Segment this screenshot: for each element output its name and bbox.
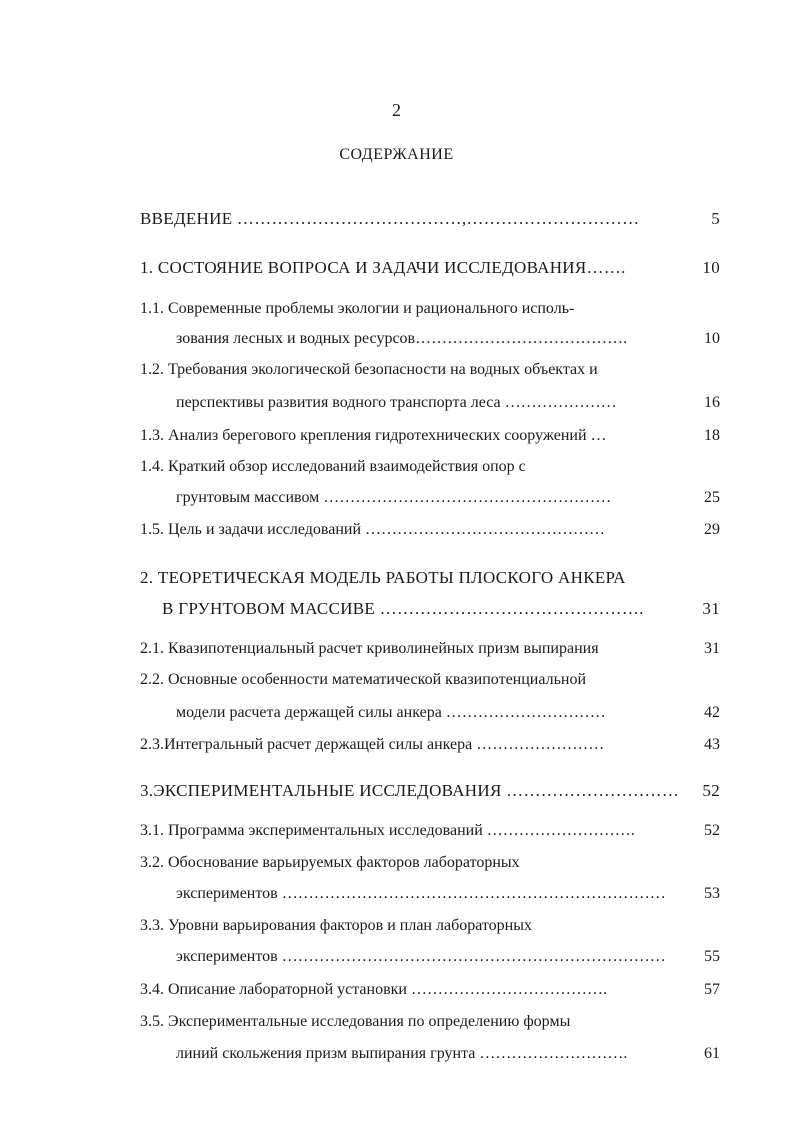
toc-entry-page: 25 bbox=[704, 489, 720, 506]
toc-entry-text: 2.1. Квазипотенциальный расчет криволинейных призм выпирания bbox=[140, 640, 599, 657]
toc-entry-1-3 bbox=[140, 424, 720, 448]
toc-entry-page: 31 bbox=[704, 640, 720, 657]
toc-entry-2-3 bbox=[140, 733, 720, 757]
toc-entry-text: 1.5. Цель и задачи исследований ……………………………………… bbox=[140, 521, 606, 538]
toc-entry-text: зования лесных и водных ресурсов…………………………………. bbox=[176, 330, 628, 347]
toc-entry-chapter-2 bbox=[140, 566, 720, 590]
toc-entry-page: 16 bbox=[704, 394, 720, 411]
toc-entry-1-1 bbox=[140, 297, 720, 321]
toc-entry-text: линий скольжения призм выпирания грунта ………………………. bbox=[176, 1045, 628, 1062]
toc-entry-3-2 bbox=[140, 851, 720, 875]
toc-entry-page: 18 bbox=[704, 427, 720, 444]
toc-entry-page: 55 bbox=[704, 948, 720, 965]
toc-entry-2-2 bbox=[140, 668, 720, 692]
toc-entry-page: 52 bbox=[702, 781, 720, 800]
toc-entry-page: 57 bbox=[704, 981, 720, 998]
toc-entry-text: 1.2. Требования экологической безопасности на водных объектах и bbox=[140, 361, 598, 378]
toc-entry-text: 2.3.Интегральный расчет держащей силы анкера …………………… bbox=[140, 736, 605, 753]
toc-entry-2-1 bbox=[140, 637, 720, 661]
toc-entry-page: 42 bbox=[704, 704, 720, 721]
toc-entry-page: 61 bbox=[704, 1045, 720, 1062]
toc-entry-1-2-cont bbox=[176, 391, 720, 415]
toc-entry-page: 5 bbox=[711, 209, 720, 228]
toc-entry-text: 3.2. Обоснование варьируемых факторов лабораторных bbox=[140, 854, 520, 871]
toc-entry-1-1-cont bbox=[176, 327, 720, 351]
toc-entry-3-3-cont bbox=[176, 945, 720, 969]
toc-entry-text: грунтовым массивом ……………………………………………… bbox=[176, 489, 612, 506]
toc-entry-page: 31 bbox=[702, 599, 720, 618]
toc-entry-1-4 bbox=[140, 455, 720, 479]
toc-entry-page: 53 bbox=[704, 885, 720, 902]
toc-entry-1-4-cont bbox=[176, 486, 720, 510]
toc-entry-text: 3.4. Описание лабораторной установки ………………………………. bbox=[140, 981, 607, 998]
toc-entry-chapter-3 bbox=[140, 779, 720, 803]
toc-entry-chapter-1 bbox=[140, 256, 720, 280]
toc-entry-3-3 bbox=[140, 914, 720, 938]
toc-entry-text: экспериментов ……………………………………………………………… bbox=[176, 885, 666, 902]
toc-entry-1-5 bbox=[140, 518, 720, 542]
toc-entry-page: 10 bbox=[702, 258, 720, 277]
toc-entry-text: 3.5. Экспериментальные исследования по определению формы bbox=[140, 1013, 571, 1030]
toc-entry-text: 1.1. Современные проблемы экологии и рационального исполь- bbox=[140, 300, 575, 317]
toc-entry-3-5-cont bbox=[176, 1042, 720, 1066]
toc-entry-3-5 bbox=[140, 1010, 720, 1034]
toc-entry-page: 52 bbox=[704, 822, 720, 839]
toc-entry-text: 1.4. Краткий обзор исследований взаимодействия опор с bbox=[140, 458, 526, 475]
toc-entry-text: 2.2. Основные особенности математической квазипотенциальной bbox=[140, 671, 587, 688]
toc-entry-text: 1. СОСТОЯНИЕ ВОПРОСА И ЗАДАЧИ ИССЛЕДОВАНИЯ……. bbox=[140, 258, 626, 277]
toc-entry-text: 1.3. Анализ берегового крепления гидротехнических сооружений … bbox=[140, 427, 607, 444]
toc-entry-page: 10 bbox=[704, 330, 720, 347]
toc-entry-text: экспериментов ……………………………………………………………… bbox=[176, 948, 666, 965]
toc-entry-chapter-2-cont bbox=[162, 597, 720, 621]
toc-entry-2-2-cont bbox=[176, 701, 720, 725]
page-number: 2 bbox=[392, 100, 401, 120]
toc-entry-introduction bbox=[140, 207, 720, 231]
toc-title: СОДЕРЖАНИЕ bbox=[339, 146, 454, 163]
toc-entry-3-1 bbox=[140, 819, 720, 843]
toc-entry-1-2 bbox=[140, 358, 720, 382]
toc-entry-text: 3.1. Программа экспериментальных исследований ………………………. bbox=[140, 822, 635, 839]
toc-entry-page: 29 bbox=[704, 521, 720, 538]
toc-entry-3-4 bbox=[140, 978, 720, 1002]
toc-entry-text: В ГРУНТОВОМ МАССИВЕ ………………………………………. bbox=[162, 599, 644, 618]
toc-entry-text: модели расчета держащей силы анкера ………………………… bbox=[176, 704, 606, 721]
toc-entry-text: перспективы развития водного транспорта леса ………………… bbox=[176, 394, 617, 411]
toc-entry-text: ВВЕДЕНИЕ …………………………………,………………………… bbox=[140, 209, 640, 228]
toc-entry-text: 3.3. Уровни варьирования факторов и план лабораторных bbox=[140, 917, 532, 934]
toc-entry-text: 3.ЭКСПЕРИМЕНТАЛЬНЫЕ ИССЛЕДОВАНИЯ ………………………… bbox=[140, 781, 680, 800]
toc-entry-3-2-cont bbox=[176, 882, 720, 906]
toc-entry-text: 2. ТЕОРЕТИЧЕСКАЯ МОДЕЛЬ РАБОТЫ ПЛОСКОГО АНКЕРА bbox=[140, 568, 626, 587]
toc-entry-page: 43 bbox=[704, 736, 720, 753]
